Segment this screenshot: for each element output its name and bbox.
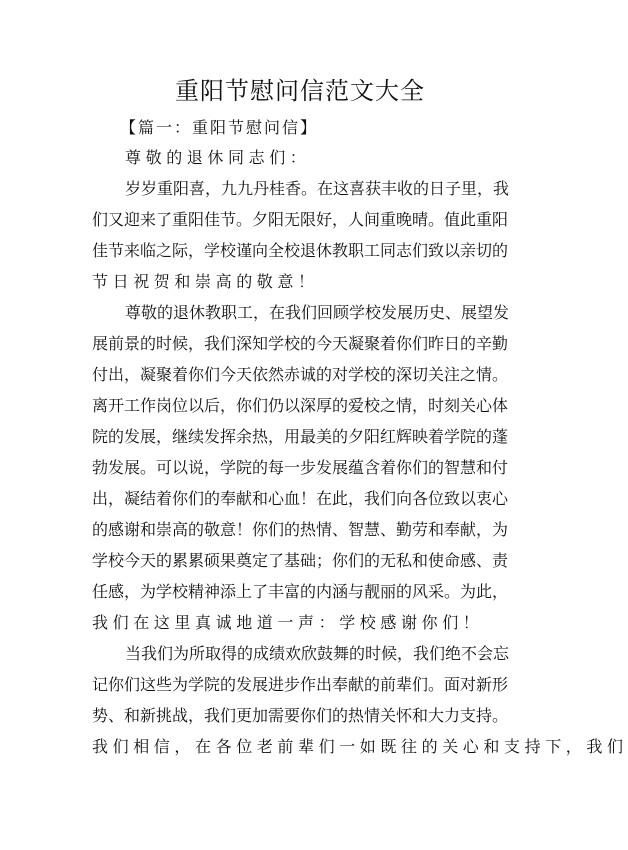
text-line: 展前景的时候，我们深知学校的今天凝聚着你们昨日的辛勤 xyxy=(92,334,509,353)
text-line: 离开工作岗位以后，你们仍以深厚的爱校之情，时刻关心体 xyxy=(92,396,509,415)
text-line: 节日祝贺和崇高的敬意！ xyxy=(92,272,319,291)
text-line: 我们相信，在各位老前辈们一如既往的关心和支持下，我们 xyxy=(92,737,628,756)
text-line: 当我们为所取得的成绩欢欣鼓舞的时候，我们绝不会忘 xyxy=(125,644,510,663)
text-line: 岁岁重阳喜，九九丹桂香。在这喜获丰收的日子里，我 xyxy=(125,179,510,198)
text-line: 尊敬的退休同志们： xyxy=(125,148,311,167)
text-line: 我们在这里真诚地道一声：学校感谢你们！ xyxy=(92,613,484,632)
text-line: 院的发展，继续发挥余热，用最美的夕阳红辉映着学院的蓬 xyxy=(92,427,509,446)
text-line: 尊敬的退休教职工，在我们回顾学校发展历史、展望发 xyxy=(125,303,510,322)
text-line: 势、和新挑战，我们更加需要你们的热情关怀和大力支持。 xyxy=(92,706,509,725)
text-line: 付出，凝聚着你们今天依然赤诚的对学校的深切关注之情。 xyxy=(92,365,509,384)
text-line: 记你们这些为学院的发展进步作出奉献的前辈们。面对新形 xyxy=(92,675,509,694)
text-line: 佳节来临之际，学校谨向全校退休教职工同志们致以亲切的 xyxy=(92,241,509,260)
text-line: 出，凝结着你们的奉献和心血！在此，我们向各位致以衷心 xyxy=(92,489,509,508)
text-line: 任感，为学校精神添上了丰富的内涵与靓丽的风采。为此， xyxy=(92,582,509,601)
text-line: 学校今天的累累硕果奠定了基础；你们的无私和使命感、责 xyxy=(92,551,509,570)
text-line: 们又迎来了重阳佳节。夕阳无限好，人间重晚晴。值此重阳 xyxy=(92,210,509,229)
document-title: 重阳节慰问信范文大全 xyxy=(175,77,425,105)
text-line: 勃发展。可以说，学院的每一步发展蕴含着你们的智慧和付 xyxy=(92,458,509,477)
section-heading: 【篇一：重阳节慰问信】 xyxy=(120,118,319,137)
text-line: 的感谢和崇高的敬意！你们的热情、智慧、勤劳和奉献，为 xyxy=(92,520,509,539)
